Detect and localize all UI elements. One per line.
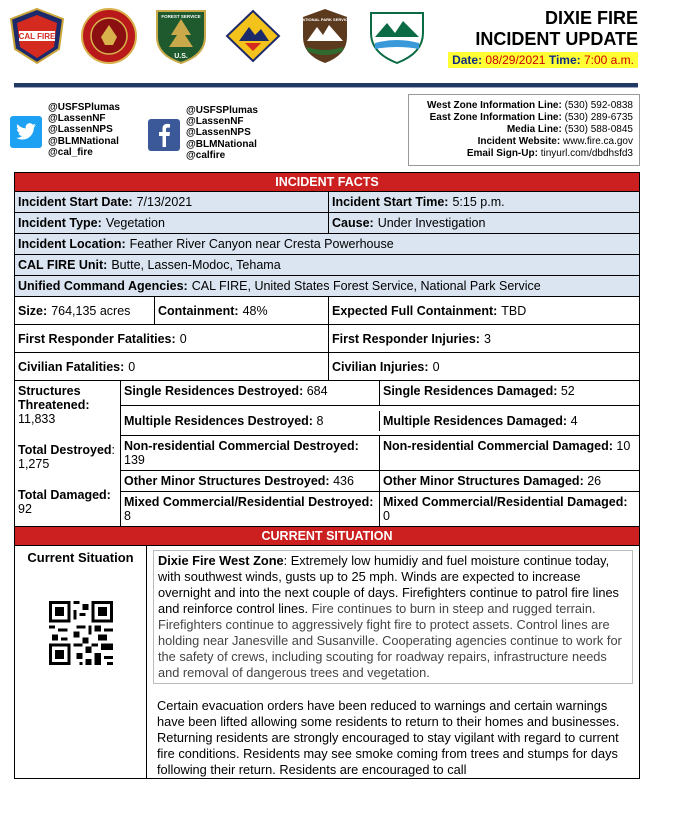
info-line: West Zone Information Line: (530) 592-0838 — [427, 100, 633, 111]
incident-facts-heading: INCIDENT FACTS — [15, 173, 639, 191]
structure-damaged: Other Minor Structures Damaged: 26 — [383, 474, 602, 488]
facebook-block — [148, 105, 258, 161]
incident-location: Incident Location: Feather River Canyon near Cresta Powerhouse — [18, 237, 394, 251]
first-responder-injuries: First Responder Injuries: 3 — [332, 331, 491, 346]
twitter-handles — [48, 102, 120, 158]
contact-info-box — [408, 94, 640, 166]
handle[interactable]: @LassenNPS — [186, 127, 251, 139]
document-title: INCIDENT UPDATE — [475, 29, 638, 49]
current-situation-section — [15, 546, 639, 778]
blm-logo — [366, 6, 428, 66]
first-responder-fatalities: First Responder Fatalities: 0 — [15, 325, 329, 352]
forest-service-logo — [150, 6, 212, 66]
svg-text:CAL FIRE: CAL FIRE — [18, 32, 56, 41]
incident-start-time: Incident Start Time: 5:15 p.m. — [332, 195, 505, 209]
incident-type: Incident Type: Vegetation — [15, 213, 329, 233]
facebook-icon[interactable] — [148, 119, 180, 151]
current-situation-heading: CURRENT SITUATION — [15, 527, 639, 545]
twitter-block — [10, 102, 120, 158]
structure-damaged: Single Residences Damaged: 52 — [383, 384, 575, 398]
date-time-banner: Date: 08/29/2021 Time: 7:00 a.m. — [448, 52, 638, 68]
civilian-injuries: Civilian Injuries: 0 — [332, 359, 440, 374]
structure-damaged: Multiple Residences Damaged: 4 — [383, 413, 578, 428]
svg-text:FOREST SERVICE: FOREST SERVICE — [161, 14, 201, 19]
fire-size: Size: 764,135 acres — [15, 297, 155, 324]
info-line: Media Line: (530) 588-0845 — [506, 124, 633, 135]
lassen-logo — [222, 6, 284, 66]
structure-destroyed: Mixed Commercial/Residential Destroyed: 8 — [121, 492, 380, 526]
handle[interactable]: @cal_fire — [48, 146, 93, 158]
header-divider — [14, 83, 638, 88]
structures-section — [15, 381, 639, 527]
handle[interactable]: @BLMNational — [48, 135, 119, 147]
structure-totals: Structures Threatened: 11,833 Total Destroyed: 1,275 Total Damaged: 92 — [15, 381, 121, 526]
current-situation-label: Current Situation — [27, 550, 134, 565]
handle[interactable]: @calfire — [186, 149, 226, 161]
info-line: East Zone Information Line: (530) 289-6735 — [429, 112, 633, 123]
incident-cause: Cause: Under Investigation — [332, 216, 486, 230]
fire-name: DIXIE FIRE — [544, 8, 638, 28]
structure-destroyed: Multiple Residences Destroyed: 8 — [121, 411, 380, 431]
west-zone-update: Dixie Fire West Zone: Extremely low humidiy and fuel moisture continue today, with southwest winds, gusts up to 25 mph. Winds are expected to increase overnight and into the next couple of days. Firefighters continue to patrol fire lines and reinforce control lines. Fire continues to burn in steep and rugged terrain. Firefighters continue to aggressively fight fire to protect assets. Control lines are holding near Janesville and Susanville. Cooperating agencies continue to work for the safety of crews, including scouting for roadway repairs, infrastructure needs and removal of dangerous trees and vegetation. — [153, 550, 633, 684]
qr-code-icon[interactable] — [49, 601, 113, 665]
evacuation-update: Certain evacuation orders have been reduced to warnings and certain warnings have been lifted allowing some residents to return to their homes and businesses. Returning residents are strongly encouraged to stay vigilant with regard to current fire conditions. Residents may see smoke coming from trees and stumps for days following their return. Residents are encouraged to call — [157, 698, 620, 777]
fire-seal-logo — [78, 6, 140, 66]
handle[interactable]: @USFSPlumas — [186, 105, 258, 116]
incident-start-date: Incident Start Date: 7/13/2021 — [15, 192, 329, 212]
expected-containment: Expected Full Containment: TBD — [332, 303, 527, 318]
structure-destroyed: Single Residences Destroyed: 684 — [121, 381, 380, 405]
svg-text:U.S.: U.S. — [174, 53, 188, 60]
handle[interactable]: @USFSPlumas — [48, 102, 120, 113]
structure-destroyed: Other Minor Structures Destroyed: 436 — [121, 471, 380, 491]
structure-destroyed: Non-residential Commercial Destroyed: 139 — [121, 436, 380, 470]
structure-damaged: Non-residential Commercial Damaged: 10 — [383, 439, 631, 453]
facebook-handles — [186, 105, 258, 161]
svg-text:NATIONAL PARK SERVICE: NATIONAL PARK SERVICE — [299, 17, 351, 22]
unified-command-agencies: Unified Command Agencies: CAL FIRE, United States Forest Service, National Park Service — [18, 279, 541, 293]
incident-facts-table — [14, 172, 640, 779]
agency-logos — [6, 6, 428, 66]
twitter-icon[interactable] — [10, 116, 42, 148]
title-block — [448, 8, 638, 69]
handle[interactable]: @LassenNF — [186, 116, 244, 128]
info-line: Email Sign-Up: tinyurl.com/dbdhsfd3 — [466, 148, 633, 159]
national-park-service-logo — [294, 6, 356, 66]
civilian-fatalities: Civilian Fatalities: 0 — [15, 353, 329, 380]
handle[interactable]: @LassenNF — [48, 113, 106, 125]
cal-fire-unit: CAL FIRE Unit: Butte, Lassen-Modoc, Tehama — [18, 258, 281, 272]
structure-damaged: Mixed Commercial/Residential Damaged: 0 — [383, 495, 628, 523]
containment: Containment: 48% — [155, 297, 329, 324]
info-line: Incident Website: www.fire.ca.gov — [477, 136, 633, 147]
handle[interactable]: @LassenNPS — [48, 124, 113, 136]
cal-fire-logo — [6, 6, 68, 66]
handle[interactable]: @BLMNational — [186, 138, 257, 150]
